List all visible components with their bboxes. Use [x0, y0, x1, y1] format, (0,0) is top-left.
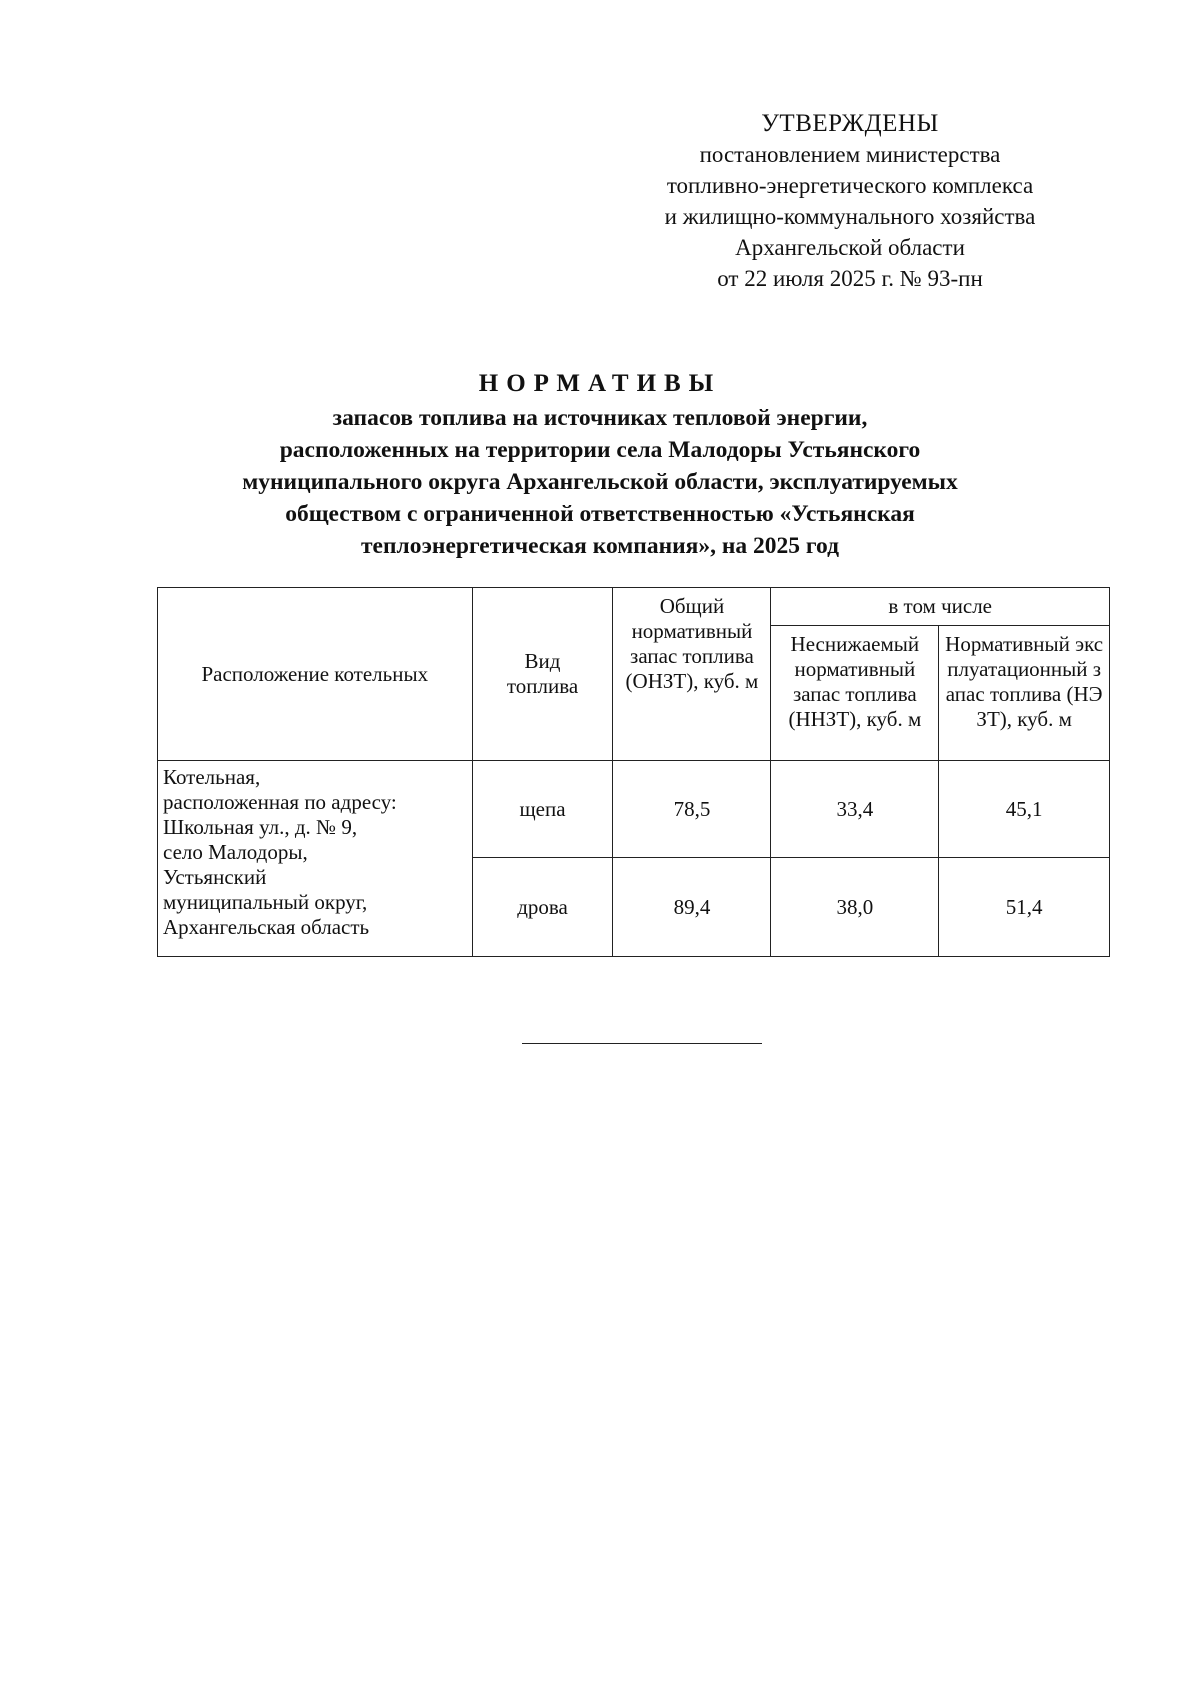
header-including: в том числе [771, 588, 1110, 626]
approval-block [600, 108, 1100, 294]
approval-line: Архангельской области [735, 235, 965, 260]
table-row [158, 761, 1110, 858]
location-line: муниципальный округ, [163, 890, 368, 914]
location-cell [158, 761, 473, 957]
fuel-norms-table [157, 587, 1110, 957]
approval-date: от 22 июля 2025 г. № 93-пн [717, 266, 983, 291]
end-separator-line [522, 1043, 762, 1044]
nnzt-cell: 33,4 [771, 761, 939, 858]
location-line: Котельная, [163, 765, 261, 789]
title-line: обществом с ограниченной ответственностью «Устьянская [285, 501, 915, 527]
onzt-cell: 78,5 [613, 761, 771, 858]
title-line: расположенных на территории села Малодоры Устьянского [279, 437, 921, 463]
approval-line: и жилищно-коммунального хозяйства [664, 204, 1036, 229]
location-line: Школьная ул., д. № 9, [163, 815, 358, 839]
nezt-cell: 45,1 [939, 761, 1110, 858]
nnzt-cell: 38,0 [771, 858, 939, 957]
onzt-cell: 89,4 [613, 858, 771, 957]
title-line: запасов топлива на источниках тепловой энергии, [332, 405, 868, 431]
location-line: Архангельская область [163, 915, 370, 939]
fuel-cell: щепа [472, 761, 613, 858]
title-line: теплоэнергетическая компания», на 2025 год [361, 533, 839, 559]
fuel-cell: дрова [472, 858, 613, 957]
location-line: село Малодоры, [163, 840, 308, 864]
header-location: Расположение котельных [158, 588, 473, 761]
header-total-onzt: Общий нормативный запас топлива (ОНЗТ), куб. м [613, 588, 771, 761]
nezt-cell: 51,4 [939, 858, 1110, 957]
header-nnzt: Неснижаемый нормативный запас топлива (ННЗТ), куб. м [771, 626, 939, 761]
location-line: Устьянский [163, 865, 267, 889]
approval-line: постановлением министерства [699, 142, 1001, 167]
title-line: муниципального округа Архангельской области, эксплуатируемых [242, 469, 958, 495]
header-fuel-type: Вид топлива [472, 588, 613, 761]
header-nezt: Нормативный эксплуатационный запас топлива (НЭЗТ), куб. м [939, 626, 1110, 761]
approval-heading: УТВЕРЖДЕНЫ [761, 110, 939, 137]
approval-line: топливно-энергетического комплекса [666, 173, 1034, 198]
title-main: НОРМАТИВЫ [478, 370, 722, 397]
document-title [150, 368, 1050, 562]
location-line: расположенная по адресу: [163, 790, 397, 814]
